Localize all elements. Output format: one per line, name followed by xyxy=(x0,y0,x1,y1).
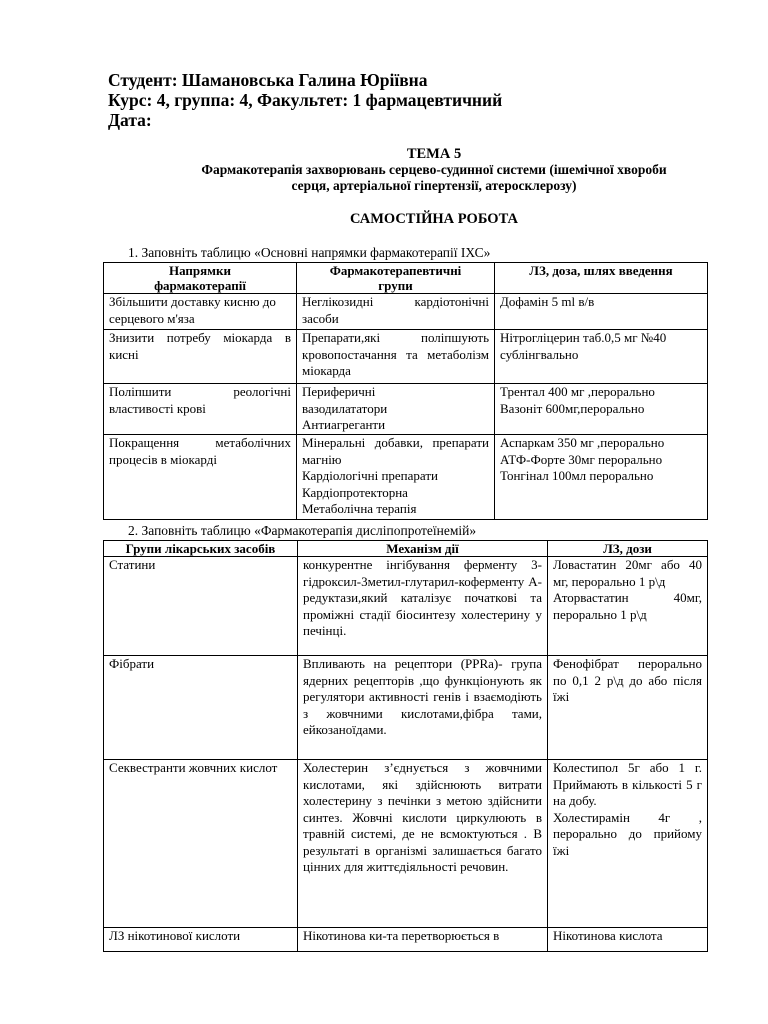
table-header-row xyxy=(104,263,708,294)
direction-cell: Поліпшити реологічні властивості крові xyxy=(104,384,297,435)
direction-cell: Збільшити доставку кисню до серцевого м'яза xyxy=(104,294,297,330)
column-header: Групи лікарських засобів xyxy=(104,541,298,557)
drugs-cell: Трентал 400 мг ,перорально Вазоніт 600мг,перорально xyxy=(495,384,708,435)
task1-title: 1. Заповніть таблицю «Основні напрямки фармакотерапії ІХС» xyxy=(128,245,491,260)
direction-cell: Покращення метаболічних процесів в міокарді xyxy=(104,435,297,520)
table-row xyxy=(104,557,708,656)
drug-entry: Ловастатин 20мг або 40 мг, перорально 1 р\д xyxy=(553,557,702,589)
drug-entry: Нікотинова кислота xyxy=(553,928,663,943)
column-header: ЛЗ, дози xyxy=(548,541,708,557)
groups-cell: Препарати,які поліпшують кровопостачання та метаболізм міокарда xyxy=(297,330,495,384)
table-row xyxy=(104,435,708,520)
task2-title: 2. Заповніть таблицю «Фармакотерапія дисліпопротеїнемій» xyxy=(128,523,477,538)
drugs-cell xyxy=(548,557,708,656)
groups-cell xyxy=(297,435,495,520)
ihd-therapy-table xyxy=(103,262,708,520)
direction-cell: Знизити потребу міокарда в кисні xyxy=(104,330,297,384)
group-cell: Секвестранти жовчних кислот xyxy=(104,760,298,928)
groups-cell: Неглікозидні кардіотонічні засоби xyxy=(297,294,495,330)
column-header: Фармакотерапевтичні групи xyxy=(297,263,495,294)
drug-entry: Колестипол 5г або 1 г. Приймають в кількості 5 г на добу. xyxy=(553,760,702,808)
drugs-cell: Аспаркам 350 мг ,перорально АТФ-Форте 30мг перорально Тонгінал 100мл перорально xyxy=(495,435,708,520)
group-cell: Статини xyxy=(104,557,298,656)
groups-text: Мінеральні добавки, препарати магнію xyxy=(302,435,489,467)
drug-entry: Аторвастатин 40мг, перорально 1 р\д xyxy=(553,590,702,622)
column-header: Напрямки фармакотерапії xyxy=(104,263,297,294)
mechanism-cell: конкурентне інгібування ферменту 3-гідроксил-3метил-глутарил-коферменту А-редуктази,який каталізує початкові та проміжні стадії біосинтезу холестерину у печінці. xyxy=(298,557,548,656)
mechanism-cell: Нікотинова ки-та перетворюється в xyxy=(298,928,548,952)
column-header: ЛЗ, доза, шлях введення xyxy=(495,263,708,294)
mechanism-cell: Впливають на рецептори (PPRa)- група ядерних рецепторів ,що функціонують як регулятори активності генів і взаємодіють з жовчними кислотами,фібра тами, ейкозаноїдами. xyxy=(298,656,548,760)
table-row xyxy=(104,760,708,928)
date-label: Дата: xyxy=(108,110,152,130)
drugs-cell: Дофамін 5 ml в/в xyxy=(495,294,708,330)
topic-number: ТЕМА 5 xyxy=(406,146,462,162)
table-row xyxy=(104,330,708,384)
column-header: Механізм дії xyxy=(298,541,548,557)
drugs-cell xyxy=(548,928,708,952)
drugs-cell xyxy=(548,656,708,760)
table-row xyxy=(104,294,708,330)
groups-cell: Периферичні вазодилататори Антиагреганти xyxy=(297,384,495,435)
topic-title-line1: Фармакотерапія захворювань серцево-судинної системи (ішемічної хвороби xyxy=(201,162,667,177)
drugs-cell: Нітрогліцерин таб.0,5 мг №40 сублінгвально xyxy=(495,330,708,384)
table-row xyxy=(104,656,708,760)
group-cell: Фібрати xyxy=(104,656,298,760)
topic-title-line2: серця, артеріальної гіпертензії, атеросклерозу) xyxy=(291,178,577,193)
independent-work-heading: САМОСТІЙНА РОБОТА xyxy=(349,211,519,227)
drugs-cell xyxy=(548,760,708,928)
drug-entry: Фенофібрат перорально по 0,1 2 р\д до або після їжі xyxy=(553,656,702,704)
course-info: Курс: 4, группа: 4, Факультет: 1 фармацевтичний xyxy=(108,90,503,110)
student-name: Студент: Шамановська Галина Юріївна xyxy=(108,70,428,90)
group-cell: ЛЗ нікотинової кислоти xyxy=(104,928,298,952)
dyslipoproteinemia-table xyxy=(103,540,708,952)
table-row xyxy=(104,928,708,952)
mechanism-cell: Холестерин з’єднується з жовчними кислотами, які здійснюють витрати холестерину з печінки з метою здійснити синтез. Жовчні кислоти циркулюють в травній системі, де не всмоктуються . В результаті в організмі залишається багато цінних для життєдіяльності речовин. xyxy=(298,760,548,928)
groups-text: Кардіологічні препарати Кардіопротекторна Метаболічна терапія xyxy=(302,468,438,516)
table-row xyxy=(104,384,708,435)
drug-entry: Холестирамін 4г , перорально до прийому їжі xyxy=(553,809,702,858)
table-header-row xyxy=(104,541,708,557)
